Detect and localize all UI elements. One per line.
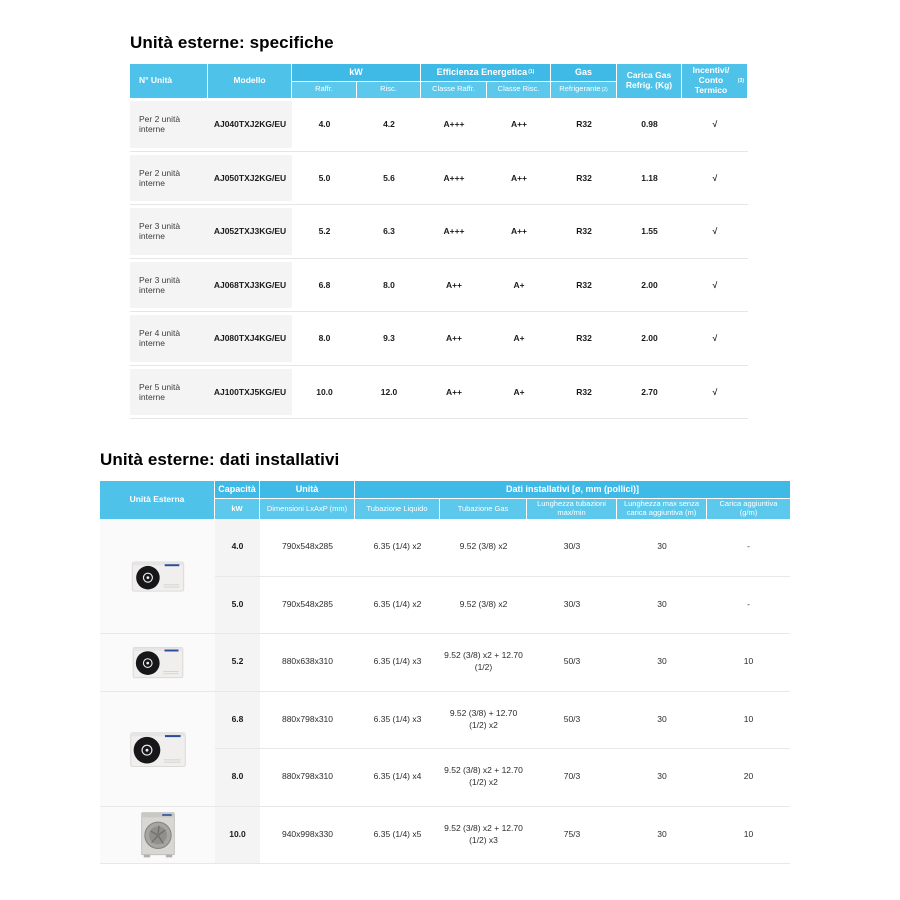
cell-n-unita: Per 2 unità interne — [130, 152, 208, 205]
table2-body — [100, 519, 790, 864]
cell-lunghezza: 75/3 — [527, 807, 617, 865]
table-specifiche — [130, 33, 748, 419]
cell-gas: R32 — [576, 386, 592, 397]
col-header-modello: Modello — [208, 64, 291, 98]
col-header-dimensioni: Dimensioni LxAxP (mm) — [260, 499, 354, 519]
col-header-tubazione-gas: Tubazione Gas — [440, 499, 526, 519]
efficienza-label: Efficienza Energetica — [436, 67, 528, 78]
cell-classe-risc: A+ — [513, 386, 525, 397]
cell-dimensioni: 790x548x285 — [260, 519, 355, 577]
cell-n-unita: Per 2 unità interne — [130, 98, 208, 151]
cell-lunghezza: 50/3 — [527, 692, 617, 750]
cell-lunghezza: 30/3 — [527, 519, 617, 577]
col-header-dati-installativi: Dati installativi [ø, mm (pollici)] — [355, 481, 790, 498]
table1-title: Unità esterne: specifiche — [130, 33, 334, 52]
cell-modello: AJ100TXJ5KG/EU — [208, 366, 292, 419]
cell-carica: 0.98 — [641, 119, 658, 130]
outdoor-unit-image-medium — [100, 634, 215, 692]
checkmark: √ — [712, 119, 718, 130]
cell-kw-raffr: 5.2 — [318, 226, 331, 237]
cell-kw-risc: 12.0 — [380, 386, 398, 397]
cell-dimensioni: 880x798x310 — [260, 692, 355, 750]
cell-kw-raffr: 5.0 — [318, 172, 331, 183]
col-header-refrigerante: Refrigerante (2) — [551, 82, 616, 99]
table-dati-installativi — [100, 450, 790, 864]
cell-carica: 1.18 — [641, 172, 658, 183]
col-header-capacita: Capacità — [215, 481, 259, 498]
cell-kw-raffr: 10.0 — [316, 386, 333, 397]
cell-carica: 1.55 — [641, 226, 658, 237]
cell-dimensioni: 880x798x310 — [260, 749, 355, 807]
cell-classe-risc: A+ — [513, 333, 525, 344]
cell-n-unita: Per 5 unità interne — [130, 366, 208, 419]
outdoor-unit-single-fan-icon — [129, 728, 187, 770]
cell-gas: R32 — [576, 119, 592, 130]
cell-modello: AJ068TXJ3KG/EU — [208, 259, 292, 312]
cell-kw-risc: 8.0 — [383, 279, 395, 290]
cell-kw-raffr: 6.8 — [318, 279, 331, 290]
cell-classe-raffr: A++ — [445, 333, 463, 344]
cell-tubazione-liquido: 6.35 (1/4) x3 — [355, 634, 440, 692]
cell-dimensioni: 790x548x285 — [260, 577, 355, 635]
cell-modello: AJ040TXJ2KG/EU — [208, 98, 292, 151]
table-row — [130, 259, 748, 313]
checkmark: √ — [712, 172, 718, 183]
cell-carica: 2.70 — [641, 386, 658, 397]
cell-modello: AJ050TXJ2KG/EU — [208, 152, 292, 205]
cell-tubazione-liquido: 6.35 (1/4) x3 — [355, 692, 440, 750]
cell-tubazione-gas: 9.52 (3/8) + 12.70 (1/2) x2 — [440, 692, 527, 750]
cell-classe-risc: A++ — [510, 226, 528, 237]
checkmark: √ — [712, 333, 718, 344]
cell-tubazione-gas: 9.52 (3/8) x2 — [440, 577, 527, 635]
cell-tubazione-gas: 9.52 (3/8) x2 + 12.70 (1/2) x3 — [440, 807, 527, 865]
cell-lunghezza-max: 30 — [617, 577, 707, 635]
cell-lunghezza-max: 30 — [617, 634, 707, 692]
col-header-raffr: Raffr. — [292, 82, 356, 99]
cell-lunghezza-max: 30 — [617, 749, 707, 807]
cell-capacita: 4.0 — [215, 519, 260, 577]
col-header-lunghezza-tubazioni: Lunghezza tubazioni max/min — [527, 499, 616, 519]
table2-title: Unità esterne: dati installativi — [100, 450, 340, 469]
cell-lunghezza-max: 30 — [617, 692, 707, 750]
table-row — [130, 152, 748, 206]
cell-carica: 2.00 — [641, 279, 658, 290]
cell-gas: R32 — [576, 172, 592, 183]
checkmark: √ — [712, 226, 718, 237]
cell-carica-aggiuntiva: 20 — [707, 749, 790, 807]
cell-capacita: 5.0 — [215, 577, 260, 635]
cell-classe-risc: A++ — [510, 119, 528, 130]
col-header-kw-group: kW — [292, 64, 420, 81]
cell-lunghezza-max: 30 — [617, 519, 707, 577]
table-row — [130, 205, 748, 259]
cell-tubazione-gas: 9.52 (3/8) x2 + 12.70 (1/2) — [440, 634, 527, 692]
outdoor-unit-single-fan-icon — [131, 642, 185, 682]
cell-tubazione-gas: 9.52 (3/8) x2 — [440, 519, 527, 577]
cell-classe-risc: A++ — [510, 172, 528, 183]
col-header-gas-group: Gas — [551, 64, 616, 81]
cell-gas: R32 — [576, 333, 592, 344]
outdoor-unit-single-fan-icon — [130, 556, 186, 596]
cell-capacita: 6.8 — [215, 692, 260, 750]
cell-carica-aggiuntiva: 10 — [707, 807, 790, 865]
col-header-risc: Risc. — [357, 82, 420, 99]
col-header-n-unita: N° Unità — [130, 64, 207, 98]
checkmark: √ — [712, 279, 718, 290]
cell-tubazione-liquido: 6.35 (1/4) x2 — [355, 577, 440, 635]
cell-capacita: 8.0 — [215, 749, 260, 807]
cell-kw-risc: 5.6 — [383, 172, 395, 183]
cell-capacita: 5.2 — [215, 634, 260, 692]
cell-classe-raffr: A+++ — [443, 172, 465, 183]
cell-modello: AJ052TXJ3KG/EU — [208, 205, 292, 258]
cell-kw-raffr: 4.0 — [318, 119, 331, 130]
cell-classe-raffr: A++ — [445, 279, 463, 290]
cell-lunghezza-max: 30 — [617, 807, 707, 865]
outdoor-unit-image-large — [100, 692, 215, 807]
col-header-carica-aggiuntiva: Carica aggiuntiva (g/m) — [707, 499, 790, 519]
col-header-classe-risc: Classe Risc. — [487, 82, 550, 99]
table2-header — [100, 481, 790, 519]
cell-classe-raffr: A+++ — [443, 119, 465, 130]
cell-n-unita: Per 3 unità interne — [130, 205, 208, 258]
cell-carica-aggiuntiva: - — [707, 519, 790, 577]
cell-dimensioni: 940x998x330 — [260, 807, 355, 865]
cell-capacita: 10.0 — [215, 807, 260, 865]
incentivi-label: Incentivi/ Conto Termico — [692, 65, 730, 95]
cell-carica-aggiuntiva: 10 — [707, 692, 790, 750]
table-row — [130, 98, 748, 152]
outdoor-unit-image-small — [100, 519, 215, 634]
col-header-tubazione-liquido: Tubazione Liquido — [355, 499, 439, 519]
cell-kw-risc: 4.2 — [383, 119, 395, 130]
cell-tubazione-liquido: 6.35 (1/4) x2 — [355, 519, 440, 577]
cell-classe-risc: A+ — [513, 279, 525, 290]
cell-n-unita: Per 4 unità interne — [130, 312, 208, 365]
outdoor-unit-big-grille-icon — [136, 810, 180, 860]
cell-tubazione-liquido: 6.35 (1/4) x5 — [355, 807, 440, 865]
table1-header — [130, 64, 748, 98]
cell-n-unita: Per 3 unità interne — [130, 259, 208, 312]
cell-gas: R32 — [576, 226, 592, 237]
cell-carica: 2.00 — [641, 333, 658, 344]
refrigerante-label: Refrigerante — [559, 84, 601, 94]
table-row — [130, 312, 748, 366]
cell-kw-risc: 6.3 — [383, 226, 395, 237]
outdoor-unit-image-big — [100, 807, 215, 865]
cell-carica-aggiuntiva: - — [707, 577, 790, 635]
col-header-unita-esterna: Unità Esterna — [100, 481, 214, 519]
col-header-classe-raffr: Classe Raffr. — [421, 82, 486, 99]
cell-carica-aggiuntiva: 10 — [707, 634, 790, 692]
cell-classe-raffr: A++ — [445, 386, 463, 397]
cell-tubazione-liquido: 6.35 (1/4) x4 — [355, 749, 440, 807]
cell-lunghezza: 30/3 — [527, 577, 617, 635]
cell-modello: AJ080TXJ4KG/EU — [208, 312, 292, 365]
col-header-incentivi: Incentivi/ Conto Termico (3) — [682, 64, 747, 98]
col-header-carica-gas: Carica Gas Refrig. (Kg) — [617, 64, 681, 98]
cell-classe-raffr: A+++ — [443, 226, 465, 237]
cell-lunghezza: 70/3 — [527, 749, 617, 807]
cell-dimensioni: 880x638x310 — [260, 634, 355, 692]
col-header-efficienza-group: Efficienza Energetica (1) — [421, 64, 550, 81]
cell-kw-raffr: 8.0 — [318, 333, 331, 344]
cell-tubazione-gas: 9.52 (3/8) x2 + 12.70 (1/2) x2 — [440, 749, 527, 807]
cell-gas: R32 — [576, 279, 592, 290]
col-header-lunghezza-max: Lunghezza max senza carica aggiuntiva (m) — [617, 499, 706, 519]
checkmark: √ — [712, 386, 718, 397]
col-header-unita: Unità — [260, 481, 354, 498]
col-header-kw: kW — [215, 499, 259, 519]
table-row — [130, 366, 748, 420]
cell-lunghezza: 50/3 — [527, 634, 617, 692]
cell-kw-risc: 9.3 — [383, 333, 395, 344]
